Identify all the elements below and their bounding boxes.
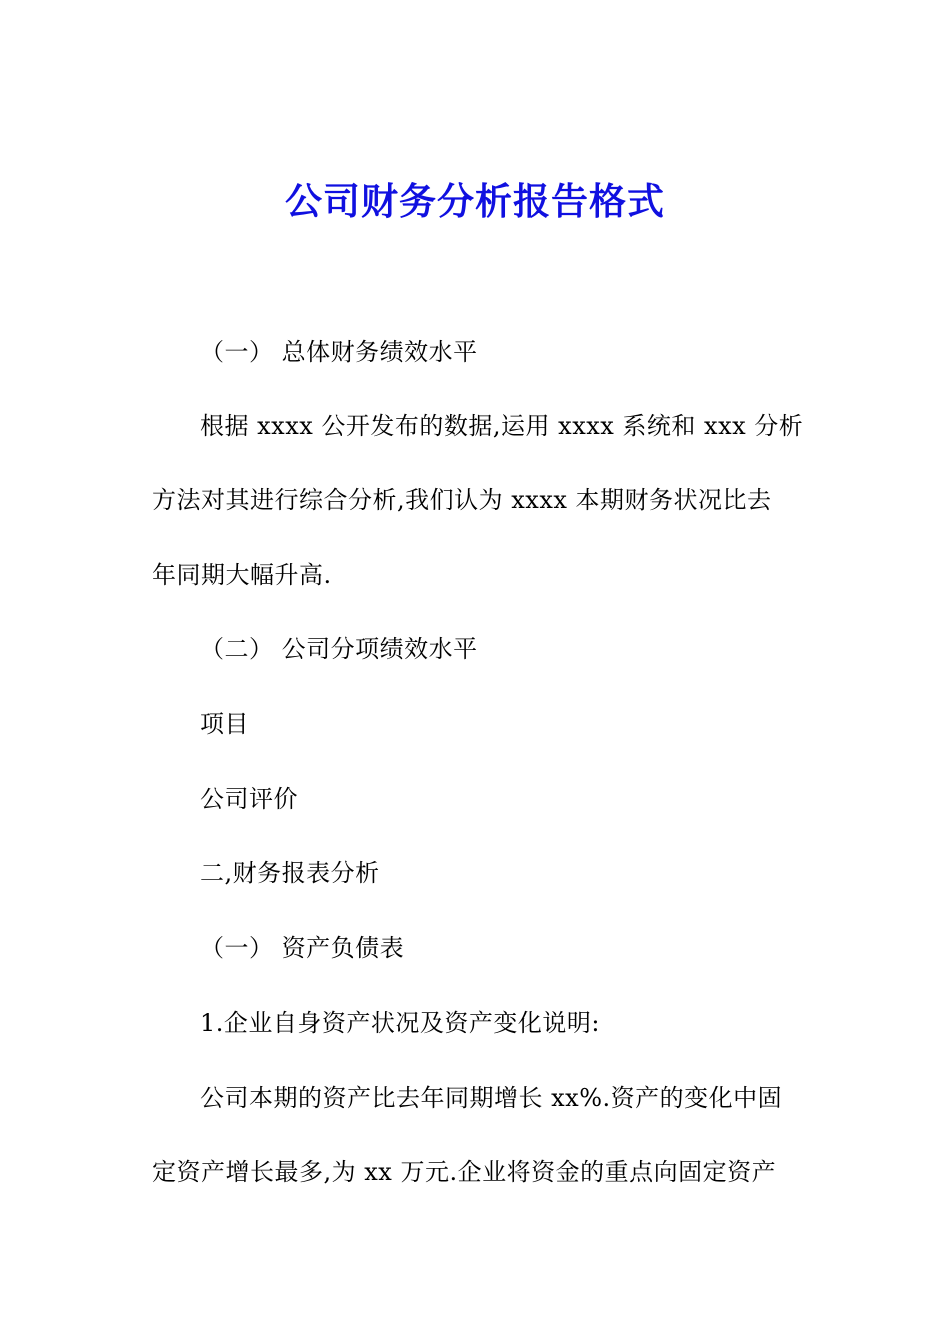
- label-company-evaluation: 公司评价: [200, 785, 298, 813]
- paragraph-line: 公司本期的资产比去年同期增长 xx%.资产的变化中固: [200, 1084, 783, 1112]
- paragraph-line: 方法对其进行综合分析,我们认为 xxxx 本期财务状况比去: [152, 486, 772, 514]
- label-item: 项目: [200, 710, 249, 738]
- subheading-asset-status: 1.企业自身资产状况及资产变化说明:: [200, 1009, 600, 1037]
- section-heading-item-performance: （二） 公司分项绩效水平: [200, 635, 478, 663]
- section-heading-statement-analysis: 二,财务报表分析: [200, 859, 380, 887]
- paragraph-line: 根据 xxxx 公开发布的数据,运用 xxxx 系统和 xxx 分析: [200, 412, 804, 440]
- paragraph-line: 年同期大幅升高.: [152, 561, 332, 589]
- paragraph-line: 定资产增长最多,为 xx 万元.企业将资金的重点向固定资产: [152, 1158, 777, 1186]
- section-heading-balance-sheet: （一） 资产负债表: [200, 934, 405, 962]
- document-title: 公司财务分析报告格式: [285, 180, 665, 223]
- section-heading-overall-performance: （一） 总体财务绩效水平: [200, 338, 478, 366]
